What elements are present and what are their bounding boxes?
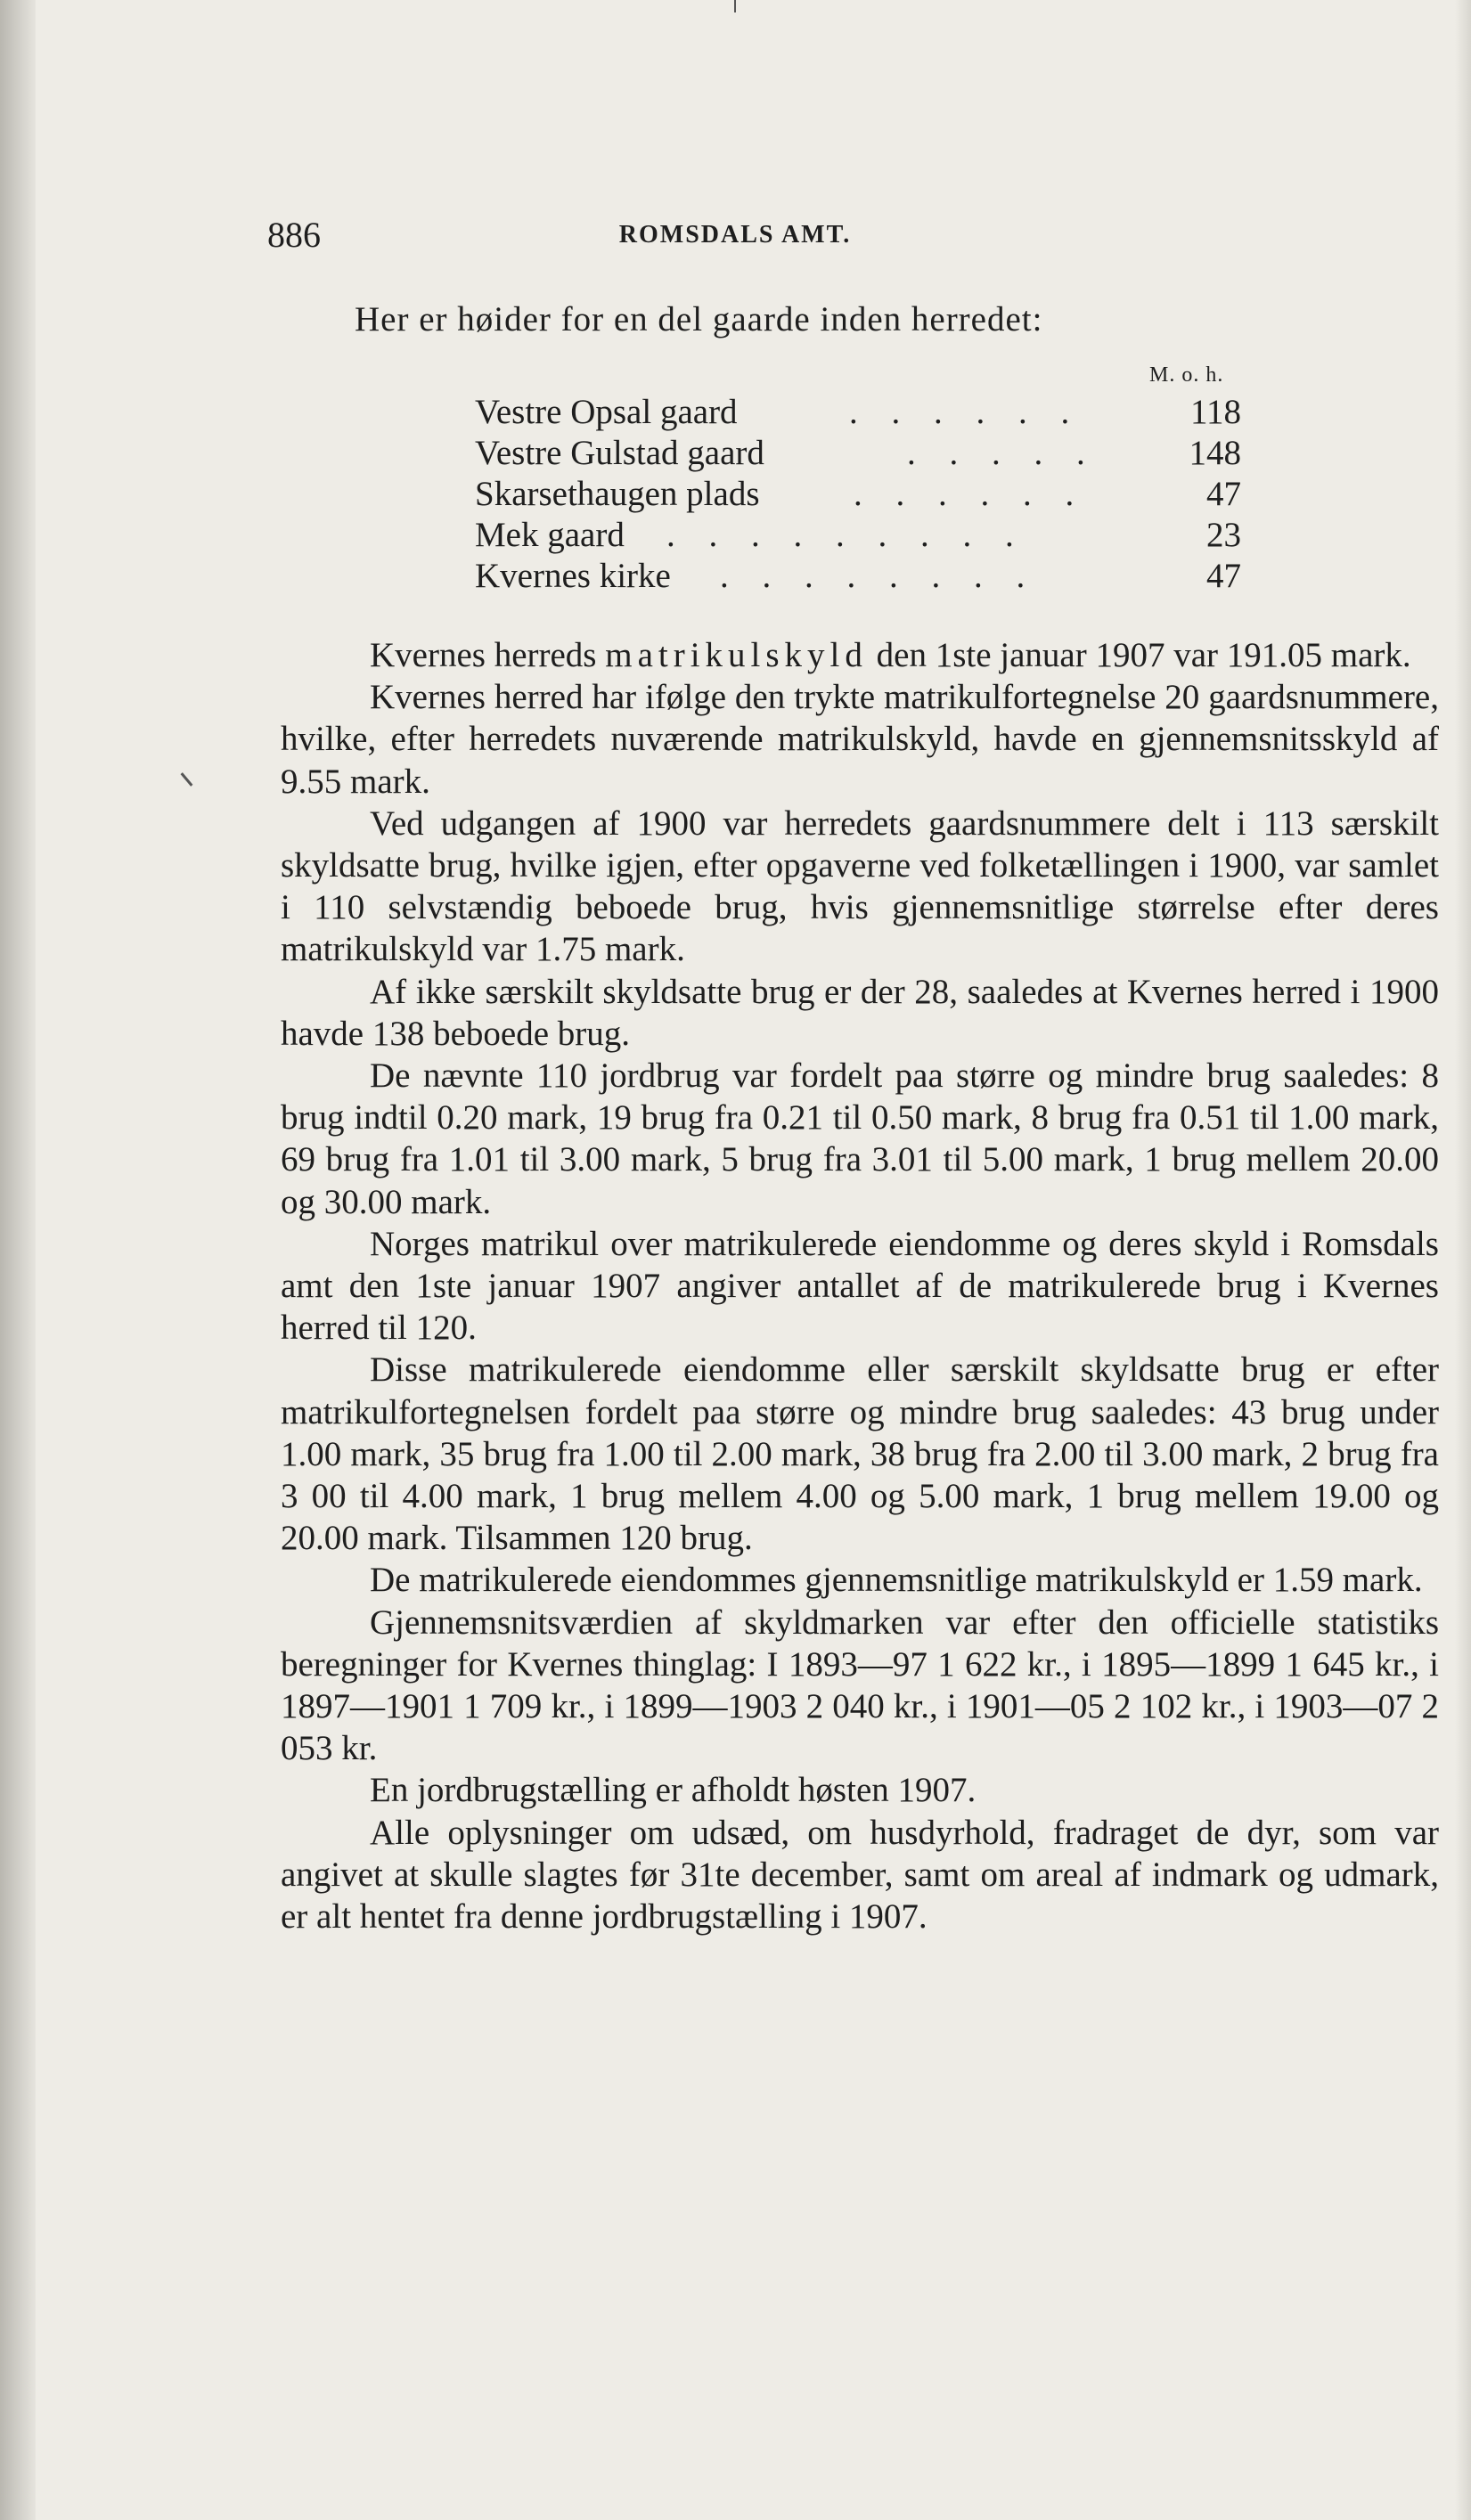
paragraph: Alle oplysninger om udsæd, om husdyrhold, fradraget de dyr, som var angivet at skulle slagtes før 31te december, samt om areal af indmark og udmark, er alt hentet fra denne jordbrugstælling i 1907. xyxy=(281,1813,1439,1937)
dot-leaders: . . . . . . . . xyxy=(720,557,1038,595)
altitude-row xyxy=(475,392,1241,433)
paragraph: En jordbrugstælling er afholdt høsten 1907. xyxy=(370,1771,977,1810)
paragraph: Af ikke særskilt skyldsatte brug er der 28, saaledes at Kvernes herred i 1900 havde 138 beboede brug. xyxy=(281,972,1439,1053)
paragraph: Gjennemsnitsværdien af skyldmarken var efter den officielle statistiks beregninger for Kvernes thinglag: I 1893—97 1 622 kr., i 1895—1899 1 645 kr., i 1897—1901 1 709 kr., i 1899—1903 2 040 kr., i 1901—05 2 102 kr., i 1903—07 2 053 kr. xyxy=(281,1603,1439,1768)
page-number: 886 xyxy=(267,215,321,255)
page-shadow-left xyxy=(0,0,36,2520)
altitude-table xyxy=(475,392,1241,597)
farm-name: Vestre Gulstad gaard xyxy=(475,434,764,472)
dot-leaders: . . . . . xyxy=(907,434,1098,472)
altitude-intro: Her er høider for en del gaarde inden herredet: xyxy=(355,300,1043,338)
paragraph: Ved udgangen af 1900 var herredets gaardsnummere delt i 113 særskilt skyldsatte brug, hvilke igjen, efter opgaverne ved folketællingen i 1900, var samlet i 110 selvstændig beboede brug, hvis gjennemsnitlige størrelse efter deres matrikulskyld var 1.75 mark. xyxy=(281,803,1439,969)
paragraph-text: den 1ste januar 1907 var 191.05 mark. xyxy=(867,636,1411,674)
body-text xyxy=(281,634,1439,1937)
paragraph: Norges matrikul over matrikulerede eiendomme og deres skyld i Romsdals amt den 1ste januar 1907 angiver antallet af de matrikulerede brug i Kvernes herred til 120. xyxy=(281,1224,1439,1348)
dot-leaders: . . . . . . . . . xyxy=(666,516,1026,554)
altitude-value: 47 xyxy=(1206,475,1241,513)
paragraph: Disse matrikulerede eiendomme eller særskilt skyldsatte brug er efter matrikulfortegnelsen fordelt paa større og mindre brug saaledes: 43 brug under 1.00 mark, 35 brug fra 1.00 til 2.00 mark, 38 brug fra 2.00 til 3.00 mark, 2 brug fra 3 00 til 4.00 mark, 1 brug mellem 4.00 og 5.00 mark, 1 brug mellem 19.00 og 20.00 mark. Tilsammen 120 brug. xyxy=(281,1350,1439,1558)
paragraph: De nævnte 110 jordbrug var fordelt paa større og mindre brug saaledes: 8 brug indtil 0.20 mark, 19 brug fra 0.21 til 0.50 mark, 8 brug fra 0.51 til 1.00 mark, 69 brug fra 1.01 til 3.00 mark, 5 brug fra 3.01 til 5.00 mark, 1 brug mellem 20.00 og 30.00 mark. xyxy=(281,1056,1439,1221)
paragraph: Kvernes herred har ifølge den trykte matrikulfortegnelse 20 gaardsnummere, hvilke, efter herredets nuværende matrikulskyld, havde en gjennemsnitsskyld af 9.55 mark. xyxy=(281,678,1439,801)
altitude-row xyxy=(475,474,1241,515)
margin-mark-left xyxy=(181,772,193,787)
margin-mark-top xyxy=(734,0,736,12)
page-shadow-right xyxy=(1455,0,1471,2520)
paragraph-text: Kvernes herreds xyxy=(370,636,606,674)
dot-leaders: . . . . . . xyxy=(854,475,1087,513)
paragraph: De matrikulerede eiendommes gjennemsnitlige matrikulskyld er 1.59 mark. xyxy=(370,1561,1423,1600)
farm-name: Mek gaard xyxy=(475,516,625,554)
farm-name: Vestre Opsal gaard xyxy=(475,393,738,431)
farm-name: Kvernes kirke xyxy=(475,557,671,595)
altitude-value: 148 xyxy=(1189,434,1241,472)
altitude-value: 23 xyxy=(1206,516,1241,554)
spaced-term: matrikulskyld xyxy=(605,636,868,674)
page-header xyxy=(267,214,1458,253)
altitude-row xyxy=(475,556,1241,597)
altitude-value: 118 xyxy=(1189,393,1241,431)
altitude-row xyxy=(475,515,1241,556)
altitude-unit-label: M. o. h. xyxy=(1149,363,1224,387)
farm-name: Skarsethaugen plads xyxy=(475,475,760,513)
altitude-value: 47 xyxy=(1206,557,1241,595)
running-title: ROMSDALS AMT. xyxy=(618,221,852,249)
dot-leaders: . . . . . . xyxy=(849,393,1083,431)
altitude-row xyxy=(475,433,1241,474)
paragraph xyxy=(281,634,1439,676)
